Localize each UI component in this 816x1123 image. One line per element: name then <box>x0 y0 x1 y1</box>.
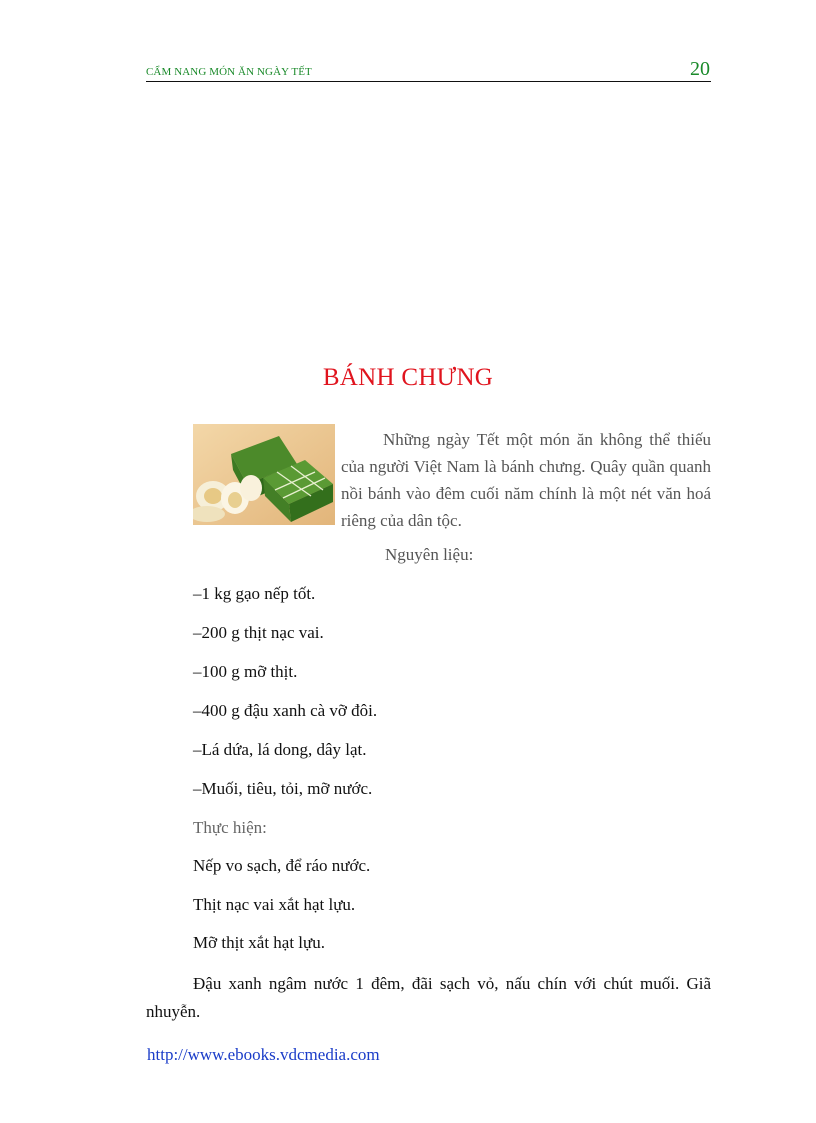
method-step: Mỡ thịt xắt hạt lựu. <box>193 933 325 952</box>
method-step: Nếp vo sạch, để ráo nước. <box>193 856 371 875</box>
ingredient-item: –Lá dứa, lá dong, dây lạt. <box>193 740 367 759</box>
method-paragraph: Đậu xanh ngâm nước 1 đêm, đãi sạch vỏ, nấu chín với chút muối. Giã nhuyễn. <box>146 974 711 1021</box>
intro-paragraph: Những ngày Tết một món ăn không thể thiếu của người Việt Nam là bánh chưng. Quây quần quanh nồi bánh vào đêm cuối năm chính là một nét văn hoá riêng của dân tộc. <box>341 430 711 530</box>
ingredient-item: –1 kg gạo nếp tốt. <box>193 584 316 603</box>
method-label: Thực hiện: <box>193 818 267 837</box>
ingredient-item: –Muối, tiêu, tỏi, mỡ nước. <box>193 779 373 798</box>
method-step: Thịt nạc vai xắt hạt lựu. <box>193 895 356 914</box>
page-number: 20 <box>690 58 710 80</box>
ingredient-item: –400 g đậu xanh cà vỡ đôi. <box>193 701 378 720</box>
header-brand: CẨM NANG MÓN ĂN NGÀY TẾT <box>146 66 312 78</box>
ingredient-item: –200 g thịt nạc vai. <box>193 623 324 642</box>
ingredient-item: –100 g mỡ thịt. <box>193 662 298 681</box>
header-divider <box>146 81 711 82</box>
ingredients-label: Nguyên liệu: <box>385 545 474 564</box>
footer-link[interactable]: http://www.ebooks.vdcmedia.com <box>147 1045 380 1064</box>
banh-chung-photo <box>193 424 335 525</box>
page-title: BÁNH CHƯNG <box>322 364 494 391</box>
